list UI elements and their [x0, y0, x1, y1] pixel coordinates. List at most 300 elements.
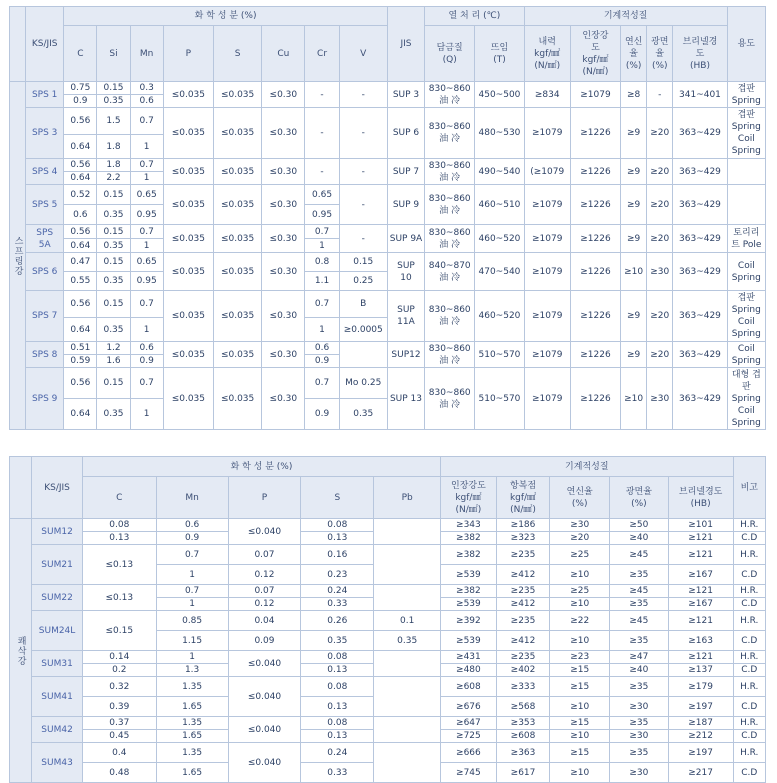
free-cutting-steel-table [9, 456, 766, 783]
value-tensile-cd: ≥745 [441, 763, 497, 783]
value-reduction-cd: ≥35 [610, 565, 669, 585]
value-mn-max: 1 [156, 565, 228, 585]
value-reduction: ≥20 [647, 291, 673, 342]
header2-tensile: 인장강도 kgf/㎟ (N/㎟) [441, 477, 497, 519]
value-note-cd: C.D [733, 763, 765, 783]
value-cu: ≤0.30 [262, 368, 305, 430]
value-mn-min: 0.7 [156, 545, 228, 565]
value-mn-min: 0.7 [130, 368, 163, 399]
grade-jis: SUP 11A [387, 291, 424, 342]
value-s-min: 0.08 [301, 519, 374, 532]
value-elongation-cd: ≥10 [550, 631, 610, 651]
value-quench: 830~860 油 冷 [425, 342, 475, 368]
value-c-min: 0.75 [64, 82, 97, 95]
value-v-max: 0.25 [339, 272, 387, 291]
value-temper: 470~540 [475, 253, 524, 291]
value-p: ≤0.040 [228, 677, 301, 717]
free-cutting-category-label: 쾌삭강 [10, 519, 32, 783]
value-elongation-cd: ≥15 [550, 664, 610, 677]
header-s: S [213, 26, 261, 82]
value-yield-cd: ≥323 [496, 532, 550, 545]
value-reduction: ≥30 [647, 253, 673, 291]
value-cu: ≤0.30 [262, 291, 305, 342]
value-yield-hr: ≥235 [496, 611, 550, 631]
value-si-min: 0.15 [97, 225, 130, 239]
value-pb-max: 0.35 [374, 631, 441, 651]
spring-steel-category [10, 7, 26, 82]
value-reduction-hr: ≥47 [610, 651, 669, 664]
value-s: ≤0.035 [213, 159, 261, 185]
header2-mn: Mn [156, 477, 228, 519]
value-elongation-hr: ≥15 [550, 743, 610, 763]
value-reduction: ≥20 [647, 225, 673, 253]
grade-ks: SPS 4 [26, 159, 64, 185]
value-tensile-cd: ≥539 [441, 565, 497, 585]
value-p-max: 0.12 [228, 598, 301, 611]
header-reduction: 광면 율 (%) [647, 26, 673, 82]
value-pb [374, 743, 441, 783]
value-tensile: ≥1079 [570, 82, 620, 108]
value-tensile: ≥1226 [570, 108, 620, 159]
value-hardness-hr: ≥179 [668, 677, 733, 697]
value-yield: (≥1079 [524, 159, 570, 185]
value-mn-max: 0.95 [130, 272, 163, 291]
value-hardness: 341~401 [673, 82, 727, 108]
value-c-min: 0.51 [64, 342, 97, 355]
value-si-max: 0.35 [97, 95, 130, 108]
value-si-max: 2.2 [97, 172, 130, 185]
value-mn-min: 0.65 [130, 185, 163, 205]
spring-steel-category-label: 스프링강 [10, 82, 26, 430]
value-hardness: 363~429 [673, 185, 727, 225]
value-mn-max: 1 [156, 598, 228, 611]
value-c-min: 0.47 [64, 253, 97, 272]
value-cu: ≤0.30 [262, 342, 305, 368]
header-ks-jis: KS/JIS [26, 7, 64, 82]
grade-ks: SUM21 [32, 545, 83, 585]
value-s-max: 0.13 [301, 697, 374, 717]
header-jis: JIS [387, 7, 424, 82]
value-mn-min: 0.6 [130, 342, 163, 355]
value-cr-min: 0.65 [305, 185, 339, 205]
value-si-min: 0.15 [97, 253, 130, 272]
value-si-max: 1.6 [97, 355, 130, 368]
value-c-min: 0.56 [64, 108, 97, 135]
value-p-max: 0.12 [228, 565, 301, 585]
value-c-max: 0.39 [82, 697, 156, 717]
value-mn-min: 0.85 [156, 611, 228, 631]
value-mn-max: 1 [130, 172, 163, 185]
value-c-max: 0.13 [82, 532, 156, 545]
value-temper: 450~500 [475, 82, 524, 108]
value-quench: 830~860 油 冷 [425, 368, 475, 430]
value-mn-max: 1 [130, 135, 163, 159]
value-tensile-hr: ≥608 [441, 677, 497, 697]
value-pb [374, 677, 441, 717]
value-hardness-hr: ≥121 [668, 545, 733, 565]
value-mn-min: 0.7 [130, 291, 163, 318]
value-reduction-cd: ≥30 [610, 763, 669, 783]
value-si-min: 0.15 [97, 291, 130, 318]
value-v: - [339, 225, 387, 253]
value-s-max: 0.13 [301, 730, 374, 743]
value-temper: 460~520 [475, 225, 524, 253]
value-yield-cd: ≥617 [496, 763, 550, 783]
value-mn-max: 1.65 [156, 763, 228, 783]
spring-steel-table [9, 6, 766, 430]
value-mn-max: 1 [130, 399, 163, 430]
value-cr-min: 0.6 [305, 342, 339, 355]
header-si: Si [97, 26, 130, 82]
grade-jis: SUP 13 [387, 368, 424, 430]
value-tensile: ≥1226 [570, 225, 620, 253]
value-cr-min: 0.7 [305, 368, 339, 399]
value-yield-hr: ≥235 [496, 585, 550, 598]
value-use: 토리리 트 Pole [727, 225, 765, 253]
value-mn-max: 1.15 [156, 631, 228, 651]
header-tensile: 인장강 도 kgf/㎟ (N/㎟) [570, 26, 620, 82]
value-s-max: 0.23 [301, 565, 374, 585]
value-temper: 510~570 [475, 342, 524, 368]
value-reduction: - [647, 82, 673, 108]
value-mn-max: 1.65 [156, 697, 228, 717]
header2-p: P [228, 477, 301, 519]
value-mn-min: 0.65 [130, 253, 163, 272]
value-tensile-hr: ≥431 [441, 651, 497, 664]
table-row [10, 611, 766, 631]
value-v: - [339, 108, 387, 159]
value-tensile-cd: ≥382 [441, 532, 497, 545]
value-hardness-cd: ≥167 [668, 565, 733, 585]
value-p: ≤0.040 [228, 743, 301, 783]
value-s-min: 0.26 [301, 611, 374, 631]
value-tensile: ≥1226 [570, 291, 620, 342]
value-elongation-hr: ≥30 [550, 519, 610, 532]
header-yield: 내력 kgf/㎟ (N/㎟) [524, 26, 570, 82]
value-reduction-hr: ≥35 [610, 717, 669, 730]
header-v: V [339, 26, 387, 82]
value-s-max: 0.13 [301, 664, 374, 677]
grade-ks: SUM41 [32, 677, 83, 717]
value-s-max: 0.13 [301, 532, 374, 545]
header2-c: C [82, 477, 156, 519]
value-v-min: B [339, 291, 387, 318]
grade-jis: SUP 3 [387, 82, 424, 108]
value-reduction-hr: ≥50 [610, 519, 669, 532]
value-hardness-cd: ≥212 [668, 730, 733, 743]
value-hardness-cd: ≥121 [668, 532, 733, 545]
value-reduction-hr: ≥35 [610, 677, 669, 697]
header2-note: 비고 [733, 457, 765, 519]
value-yield-hr: ≥186 [496, 519, 550, 532]
value-v [339, 342, 387, 368]
value-note-cd: C.D [733, 730, 765, 743]
value-reduction: ≥20 [647, 159, 673, 185]
value-elongation-cd: ≥20 [550, 532, 610, 545]
value-s-min: 0.24 [301, 743, 374, 763]
value-s-max: 0.35 [301, 631, 374, 651]
table-row [10, 159, 766, 172]
value-cr-max: 0.9 [305, 399, 339, 430]
grade-ks: SPS 5A [26, 225, 64, 253]
value-tensile: ≥1226 [570, 368, 620, 430]
value-elongation-cd: ≥10 [550, 598, 610, 611]
value-cr: - [305, 82, 339, 108]
value-s: ≤0.035 [213, 225, 261, 253]
table-row [10, 368, 766, 399]
value-note-hr: H.R. [733, 677, 765, 697]
value-yield-hr: ≥353 [496, 717, 550, 730]
value-tensile-hr: ≥382 [441, 545, 497, 565]
header2-s: S [301, 477, 374, 519]
value-c-max: 0.59 [64, 355, 97, 368]
grade-jis: SUP 7 [387, 159, 424, 185]
value-si-min: 0.15 [97, 82, 130, 95]
table-row [10, 585, 766, 598]
header-use: 용도 [727, 7, 765, 82]
value-c-max: 0.64 [64, 239, 97, 253]
value-note-hr: H.R. [733, 585, 765, 598]
value-hardness: 363~429 [673, 225, 727, 253]
value-mn-max: 0.95 [130, 205, 163, 225]
header-mn: Mn [130, 26, 163, 82]
value-use: 겹판 Spring Coil Spring [727, 108, 765, 159]
grade-ks: SPS 1 [26, 82, 64, 108]
value-note-cd: C.D [733, 565, 765, 585]
value-p-max: 0.09 [228, 631, 301, 651]
value-mn-min: 0.6 [156, 519, 228, 532]
value-note-hr: H.R. [733, 611, 765, 631]
header-quench: 담금질 (Q) [425, 26, 475, 82]
value-reduction-hr: ≥45 [610, 545, 669, 565]
value-reduction: ≥30 [647, 368, 673, 430]
grade-jis: SUP 9A [387, 225, 424, 253]
value-c-min: 0.56 [64, 368, 97, 399]
value-cu: ≤0.30 [262, 253, 305, 291]
value-hardness: 363~429 [673, 291, 727, 342]
value-quench: 830~860 油 冷 [425, 82, 475, 108]
grade-jis: SUP 6 [387, 108, 424, 159]
value-tensile-cd: ≥725 [441, 730, 497, 743]
value-hardness-hr: ≥187 [668, 717, 733, 730]
grade-ks: SUM43 [32, 743, 83, 783]
value-note-cd: C.D [733, 697, 765, 717]
value-tensile: ≥1226 [570, 253, 620, 291]
value-si-min: 1.8 [97, 159, 130, 172]
value-cu: ≤0.30 [262, 225, 305, 253]
value-p: ≤0.035 [163, 342, 213, 368]
value-pb [374, 651, 441, 677]
value-cr-min: 0.7 [305, 225, 339, 239]
value-si-max: 0.35 [97, 205, 130, 225]
value-yield: ≥834 [524, 82, 570, 108]
value-cu: ≤0.30 [262, 159, 305, 185]
header-heat-treatment: 열 처 리 (℃) [425, 7, 525, 26]
value-p: ≤0.040 [228, 519, 301, 545]
value-p: ≤0.040 [228, 717, 301, 743]
value-hardness-cd: ≥197 [668, 697, 733, 717]
value-tensile-cd: ≥480 [441, 664, 497, 677]
value-reduction-cd: ≥30 [610, 730, 669, 743]
value-elongation-hr: ≥15 [550, 717, 610, 730]
value-s-max: 0.33 [301, 763, 374, 783]
value-c-max: 0.45 [82, 730, 156, 743]
grade-ks: SUM24L [32, 611, 83, 651]
header-chemical-composition: 화 학 성 분 (%) [64, 7, 388, 26]
value-elongation-hr: ≥15 [550, 677, 610, 697]
value-si-min: 0.15 [97, 185, 130, 205]
value-s: ≤0.035 [213, 368, 261, 430]
value-reduction-hr: ≥35 [610, 743, 669, 763]
value-cr-max: 0.9 [305, 355, 339, 368]
free-cutting-category [10, 457, 32, 519]
header2-reduction: 광면율 (%) [610, 477, 669, 519]
value-hardness: 363~429 [673, 368, 727, 430]
value-yield: ≥1079 [524, 291, 570, 342]
value-c-min: 0.32 [82, 677, 156, 697]
value-c-min: 0.56 [64, 291, 97, 318]
value-elongation: ≥9 [621, 291, 647, 342]
value-tensile-hr: ≥392 [441, 611, 497, 631]
value-elongation-hr: ≥25 [550, 545, 610, 565]
value-elongation-cd: ≥10 [550, 565, 610, 585]
value-s: ≤0.035 [213, 342, 261, 368]
value-mn-max: 1.3 [156, 664, 228, 677]
grade-jis: SUP12 [387, 342, 424, 368]
value-use: 겹판 Spring Coil Spring [727, 291, 765, 342]
value-s-min: 0.16 [301, 545, 374, 565]
value-cr-min: 0.7 [305, 291, 339, 318]
value-temper: 490~540 [475, 159, 524, 185]
value-mn-min: 1.35 [156, 717, 228, 730]
header-mechanical-properties: 기계적성질 [524, 7, 727, 26]
value-elongation-cd: ≥10 [550, 697, 610, 717]
header-temper: 뜨임 (T) [475, 26, 524, 82]
value-v: - [339, 185, 387, 225]
value-p-min: 0.07 [228, 585, 301, 598]
value-use: Coil Spring [727, 342, 765, 368]
value-reduction: ≥20 [647, 342, 673, 368]
value-hardness: 363~429 [673, 253, 727, 291]
table-row [10, 82, 766, 95]
value-c-max: 0.64 [64, 318, 97, 342]
value-c-min: 0.56 [64, 159, 97, 172]
value-cr: - [305, 108, 339, 159]
value-v-max: ≥0.0005 [339, 318, 387, 342]
value-mn-min: 0.7 [130, 225, 163, 239]
header-cr: Cr [305, 26, 339, 82]
value-note-hr: H.R. [733, 651, 765, 664]
value-yield: ≥1079 [524, 225, 570, 253]
value-hardness: 363~429 [673, 159, 727, 185]
value-tensile-hr: ≥343 [441, 519, 497, 532]
value-si-max: 1.8 [97, 135, 130, 159]
value-p-min: 0.07 [228, 545, 301, 565]
value-elongation: ≥9 [621, 342, 647, 368]
value-v-min: 0.15 [339, 253, 387, 272]
value-v-max: 0.35 [339, 399, 387, 430]
value-c: ≤0.15 [82, 611, 156, 651]
value-yield: ≥1079 [524, 368, 570, 430]
value-cr-min: 0.8 [305, 253, 339, 272]
value-tensile-cd: ≥539 [441, 631, 497, 651]
value-hardness: 363~429 [673, 108, 727, 159]
value-mn-max: 1 [130, 318, 163, 342]
value-c-max: 0.2 [82, 664, 156, 677]
value-use: 대형 겹 판 Spring Coil Spring [727, 368, 765, 430]
value-hardness-cd: ≥217 [668, 763, 733, 783]
value-s: ≤0.035 [213, 291, 261, 342]
value-p: ≤0.035 [163, 108, 213, 159]
grade-ks: SPS 8 [26, 342, 64, 368]
value-c-max: 0.9 [64, 95, 97, 108]
grade-jis: SUP 9 [387, 185, 424, 225]
value-hardness-cd: ≥167 [668, 598, 733, 611]
value-note-hr: H.R. [733, 545, 765, 565]
value-quench: 830~860 油 冷 [425, 185, 475, 225]
value-tensile-cd: ≥539 [441, 598, 497, 611]
value-reduction-cd: ≥35 [610, 598, 669, 611]
value-si-max: 0.35 [97, 399, 130, 430]
value-tensile-hr: ≥647 [441, 717, 497, 730]
header2-hardness: 브리넬경도 (HB) [668, 477, 733, 519]
value-mn-min: 0.7 [130, 108, 163, 135]
value-hardness-hr: ≥121 [668, 585, 733, 598]
value-mn-min: 1.35 [156, 743, 228, 763]
value-c-max: 0.6 [64, 205, 97, 225]
value-cu: ≤0.30 [262, 82, 305, 108]
value-temper: 480~530 [475, 108, 524, 159]
value-si-min: 1.5 [97, 108, 130, 135]
value-yield-cd: ≥568 [496, 697, 550, 717]
value-yield-cd: ≥412 [496, 598, 550, 611]
value-p: ≤0.040 [228, 651, 301, 677]
header-hardness: 브리넬경 도 (HB) [673, 26, 727, 82]
value-elongation: ≥9 [621, 159, 647, 185]
value-note-hr: H.R. [733, 519, 765, 532]
value-reduction-cd: ≥30 [610, 697, 669, 717]
value-reduction-hr: ≥45 [610, 585, 669, 598]
header2-yield: 항복점 kgf/㎟ (N/㎟) [496, 477, 550, 519]
value-yield: ≥1079 [524, 185, 570, 225]
table-row [10, 225, 766, 239]
value-v-min: Mo 0.25 [339, 368, 387, 399]
table-row [10, 185, 766, 205]
value-hardness-hr: ≥101 [668, 519, 733, 532]
value-reduction: ≥20 [647, 108, 673, 159]
table-row [10, 545, 766, 565]
grade-ks: SUM12 [32, 519, 83, 545]
value-p: ≤0.035 [163, 159, 213, 185]
value-yield: ≥1079 [524, 253, 570, 291]
value-tensile: ≥1226 [570, 159, 620, 185]
value-c-min: 0.08 [82, 519, 156, 532]
value-yield-cd: ≥412 [496, 631, 550, 651]
value-c: ≤0.13 [82, 585, 156, 611]
value-s: ≤0.035 [213, 253, 261, 291]
value-cu: ≤0.30 [262, 108, 305, 159]
value-c-min: 0.52 [64, 185, 97, 205]
value-yield-cd: ≥412 [496, 565, 550, 585]
value-elongation: ≥8 [621, 82, 647, 108]
grade-ks: SPS 3 [26, 108, 64, 159]
value-c: ≤0.13 [82, 545, 156, 585]
value-s-min: 0.24 [301, 585, 374, 598]
value-si-max: 0.35 [97, 272, 130, 291]
value-mn-min: 0.3 [130, 82, 163, 95]
value-cr-max: 1 [305, 318, 339, 342]
value-si-max: 0.35 [97, 318, 130, 342]
